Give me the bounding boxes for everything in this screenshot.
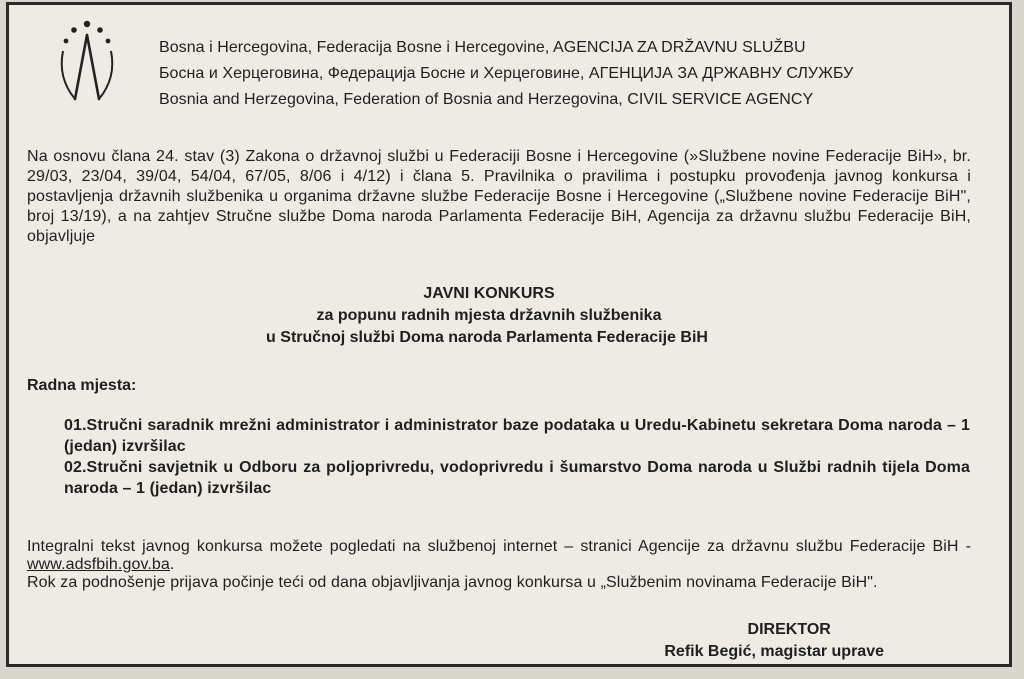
header-line-english: Bosnia and Herzegovina, Federation of Bosnia and Herzegovina, CIVIL SERVICE AGENCY (159, 91, 814, 108)
footer-text (27, 538, 971, 592)
notice-subtitle-2: u Stručnoj službi Doma naroda Parlamenta Federacije BiH (266, 329, 708, 346)
header-line-serbian: Босна и Херцеговина, Федерација Босне и Херцеговине, АГЕНЦИЈА ЗА ДРЖАВНУ СЛУЖБУ (159, 65, 854, 82)
notice-subtitle-1: za popunu radnih mjesta državnih službenika (316, 307, 662, 324)
positions-list (64, 415, 970, 499)
footer-paragraph-1 (27, 538, 971, 574)
position-item-02: 02.Stručni savjetnik u Odboru za poljoprivredu, vodoprivredu i šumarstvo Doma naroda u Službi radnih tijela Doma naroda – 1 (jedan) izvršilac (64, 459, 970, 497)
footer-text-1-end: . (169, 556, 175, 573)
signature-name: Refik Begić, magistar uprave (664, 643, 884, 660)
positions-label: Radna mjesta: (27, 377, 137, 394)
signature-title: DIREKTOR (747, 621, 831, 638)
footer-paragraph-2: Rok za podnošenje prijava počinje teći od dana objavljivanja javnog konkursa u „Službenim novinama Federacije BiH". (27, 574, 878, 591)
agency-header (159, 35, 853, 113)
header-line-bosnian: Bosna i Hercegovina, Federacija Bosne i Hercegovine, AGENCIJA ZA DRŽAVNU SLUŽBU (159, 39, 806, 56)
agency-website-link[interactable]: www.adsfbih.gov.ba (27, 556, 170, 573)
notice-title: JAVNI KONKURS (423, 285, 555, 302)
title-block (9, 283, 1009, 349)
position-item-01: 01.Stručni saradnik mrežni administrator i administrator baze podataka u Uredu-Kabinetu sekretara Doma naroda – 1 (jedan) izvršilac (64, 417, 970, 455)
notice-frame (6, 2, 1012, 667)
intro-paragraph: Na osnovu člana 24. stav (3) Zakona o državnoj službi u Federaciji Bosne i Hercegovine (»Službene novine Federacije BiH», br. 29/03, 23/04, 39/04, 54/04, 67/05, 8/06 i 4/12) i člana 5. Pravilnika o pravilima i postupku provođenja javnog konkursa i postavljenja državnih službenika u organima državne službe Federacije Bosne i Hercegovine („Službene novine Federacije BiH", broj 13/19), a na zahtjev Stručne službe Doma naroda Parlamenta Federacije BiH, Agencija za državnu službu Federacije BiH, objavljuje (27, 148, 971, 245)
footer-text-1: Integralni tekst javnog konkursa možete pogledati na službenoj internet – stranici Agencije za državnu službu Federacije BiH - (27, 538, 971, 555)
agency-logo (55, 19, 119, 105)
signature-block (664, 619, 884, 663)
